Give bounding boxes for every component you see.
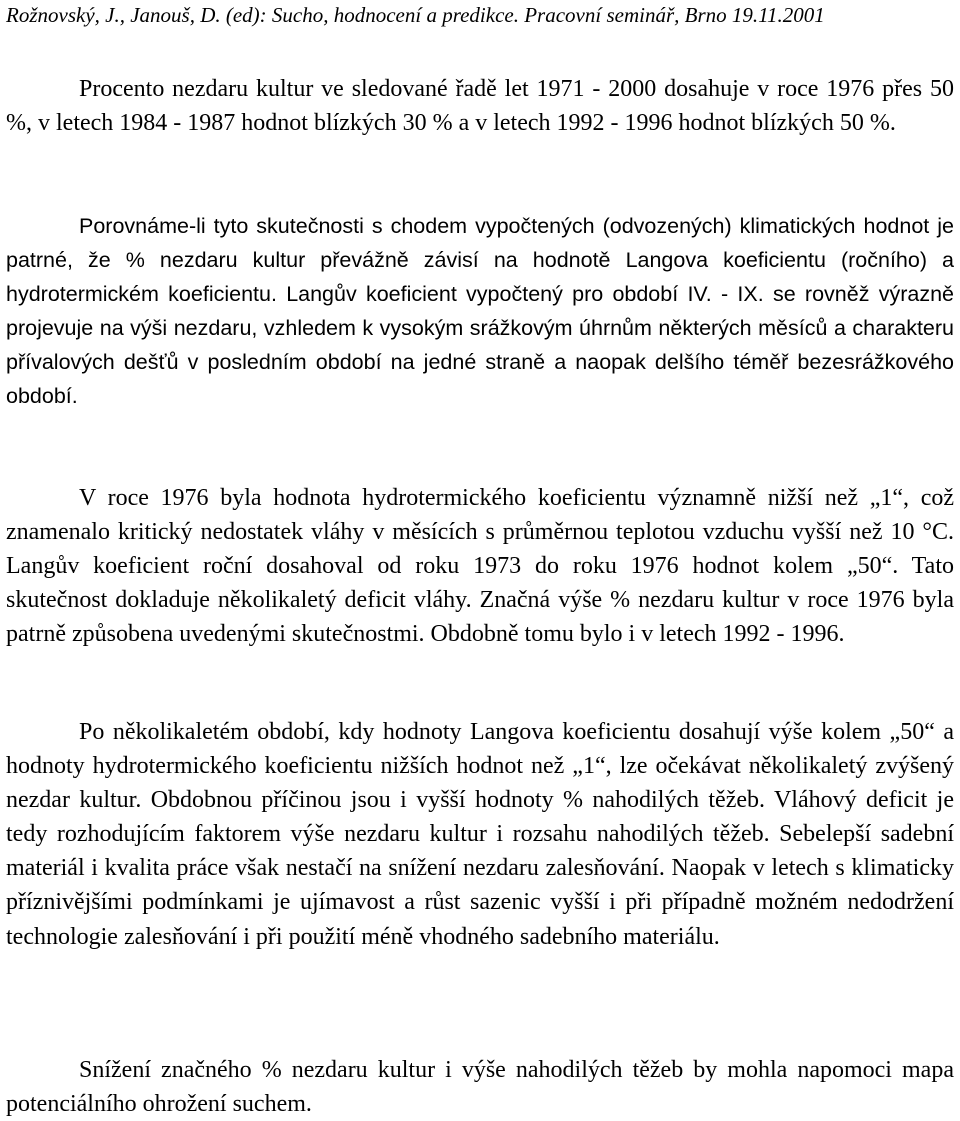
running-header: Rožnovský, J., Janouš, D. (ed): Sucho, hodnocení a predikce. Pracovní seminář, Brno 19.11.2001 (6, 3, 825, 27)
paragraph-3: V roce 1976 byla hodnota hydrotermického koeficientu významně nižší než „1“, což znamenalo kritický nedostatek vláhy v měsících s průměrnou teplotou vzduchu vyšší než 10 °C. Langův koeficient roční dosahoval od roku 1973 do roku 1976 hodnot kolem „50“. Tato skutečnost dokladuje několikaletý deficit vláhy. Značná výše % nezdaru kultur v roce 1976 byla patrně způsobena uvedenými skutečnostmi. Obdobně tomu bylo i v letech 1992 - 1996. (6, 485, 954, 648)
paragraph-4: Po několikaletém období, kdy hodnoty Langova koeficientu dosahují výše kolem „50“ a hodnoty hydrotermického koeficientu nižších hodnot než „1“, lze očekávat několikaletý zvýšený nezdar kultur. Obdobnou příčinou jsou i vyšší hodnoty % nahodilých těžeb. Vláhový deficit je tedy rozhodujícím faktorem výše nezdaru kultur i rozsahu nahodilých těžeb. Sebelepší sadební materiál i kvalita práce však nestačí na snížení nezdaru zalesňování. Naopak v letech s klimaticky příznivějšími podmínkami je ujímavost a růst sazenic vyšší i při případně možném nedodržení technologie zalesňování i při použití méně vhodného sadebního materiálu. (6, 719, 954, 950)
paragraph-5: Snížení značného % nezdaru kultur i výše nahodilých těžeb by mohla napomoci mapa potenciálního ohrožení suchem. (6, 1057, 954, 1118)
paragraph-1: Procento nezdaru kultur ve sledované řadě let 1971 - 2000 dosahuje v roce 1976 přes 50 %, v letech 1984 - 1987 hodnot blízkých 30 % a v letech 1992 - 1996 hodnot blízkých 50 %. (6, 76, 954, 137)
paragraph-2: Porovnáme-li tyto skutečnosti s chodem vypočtených (odvozených) klimatických hodnot je patrné, že % nezdaru kultur převážně závisí na hodnotě Langova koeficientu (ročního) a hydrotermickém koeficientu. Langův koeficient vypočtený pro období IV. - IX. se rovněž výrazně projevuje na výši nezdaru, vzhledem k vysokým srážkovým úhrnům některých měsíců a charakteru přívalových dešťů v posledním období na jedné straně a naopak delšího téměř bezesrážkového období. (6, 214, 954, 409)
